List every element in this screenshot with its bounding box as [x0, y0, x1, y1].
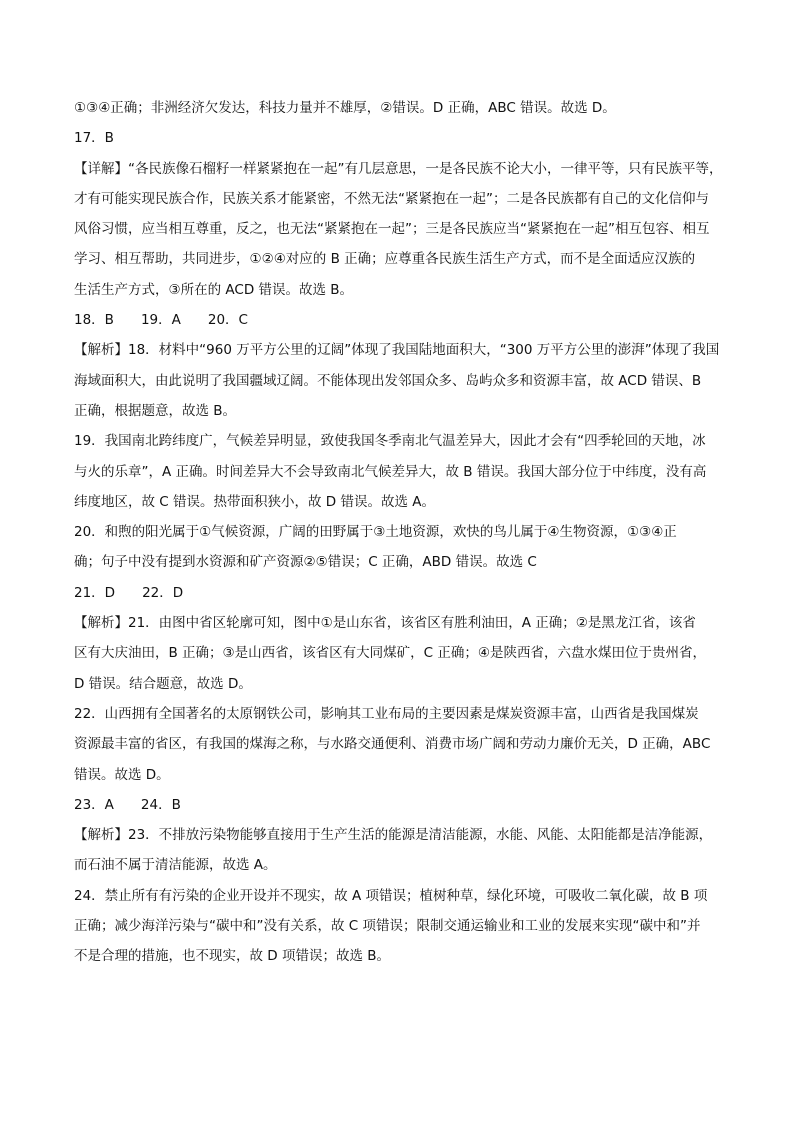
- text-line: D 错误。结合题意，故选 D。: [74, 675, 252, 692]
- text-line: 【详解】“各民族像石榴籽一样紧紧抱在一起”有几层意思，一是各民族不论大小，一律平等，只有民族平等，: [74, 160, 722, 177]
- text-line: 20．和煦的阳光属于①气候资源，广阔的田野属于③土地资源，欢快的鸟儿属于④生物资源，①③④正: [74, 524, 677, 541]
- text-line: 纬度地区，故 C 错误。热带面积狭小，故 D 错误。故选 A。: [74, 493, 436, 510]
- text-line: 错误。故选 D。: [74, 766, 170, 783]
- text-line: 正确；减少海洋污染与“碳中和”没有关系，故 C 项错误；限制交通运输业和工业的发展来实现“碳中和”并: [74, 918, 701, 935]
- text-line: 正确，根据题意，故选 B。: [74, 402, 237, 419]
- answer-line: 21．D 22．D: [74, 584, 184, 601]
- answer-line: 23．A 24．B: [74, 796, 181, 813]
- text-line: 学习、相互帮助，共同进步，①②④对应的 B 正确；应尊重各民族生活生产方式，而不是全面适应汉族的: [74, 251, 696, 268]
- text-line: 才有可能实现民族合作，民族关系才能紧密，不然无法“紧紧抱在一起”；二是各民族都有自己的文化信仰与: [74, 190, 709, 207]
- text-line: 与火的乐章”，A 正确。时间差异大不会导致南北气候差异大，故 B 错误。我国大部分位于中纬度，没有高: [74, 463, 707, 480]
- answer-line: 17．B: [74, 130, 114, 147]
- text-line: 19．我国南北跨纬度广，气候差异明显，致使我国冬季南北气温差异大，因此才会有“四季轮回的天地，冰: [74, 433, 706, 450]
- answer-line: 18．B 19．A 20．C: [74, 312, 248, 329]
- text-line: 【解析】23．不排放污染物能够直接用于生产生活的能源是清洁能源，水能、风能、太阳能都是洁净能源，: [74, 827, 713, 844]
- text-line: 【解析】21．由图中省区轮廓可知，图中①是山东省，该省区有胜利油田，A 正确；②是黑龙江省，该省: [74, 615, 696, 632]
- text-line: 而石油不属于清洁能源，故选 A。: [74, 857, 277, 874]
- text-line: ①③④正确；非洲经济欠发达，科技力量并不雄厚，②错误。D 正确，ABC 错误。故选 D。: [74, 100, 616, 116]
- text-line: 区有大庆油田，B 正确；③是山西省，该省区有大同煤矿，C 正确；④是陕西省，六盘水煤田位于贵州省，: [74, 645, 706, 662]
- text-line: 24．禁止所有有污染的企业开设并不现实，故 A 项错误；植树种草，绿化环境，可吸收二氧化碳，故 B 项: [74, 887, 708, 904]
- text-line: 确；句子中没有提到水资源和矿产资源②⑤错误；C 正确，ABD 错误。故选 C: [74, 554, 537, 571]
- text-line: 风俗习惯，应当相互尊重，反之，也无法“紧紧抱在一起”；三是各民族应当“紧紧抱在一起”相互包容、相互: [74, 221, 710, 238]
- text-line: 海域面积大，由此说明了我国疆域辽阔。不能体现出发邻国众多、岛屿众多和资源丰富，故 ACD 错误、B: [74, 372, 702, 389]
- text-line: 生活生产方式，③所在的 ACD 错误。故选 B。: [74, 281, 354, 298]
- text-line: 不是合理的措施，也不现实，故 D 项错误；故选 B。: [74, 948, 391, 965]
- text-line: 22．山西拥有全国著名的太原钢铁公司，影响其工业布局的主要因素是煤炭资源丰富，山西省是我国煤炭: [74, 705, 699, 722]
- text-line: 【解析】18．材料中“960 万平方公里的辽阔”体现了我国陆地面积大，“300 万平方公里的澎湃”体现了我国: [74, 342, 720, 359]
- text-line: 资源最丰富的省区，有我国的煤海之称，与水路交通便利、消费市场广阔和劳动力廉价无关，D 正确，ABC: [74, 736, 711, 753]
- document-page: [74, 98, 722, 977]
